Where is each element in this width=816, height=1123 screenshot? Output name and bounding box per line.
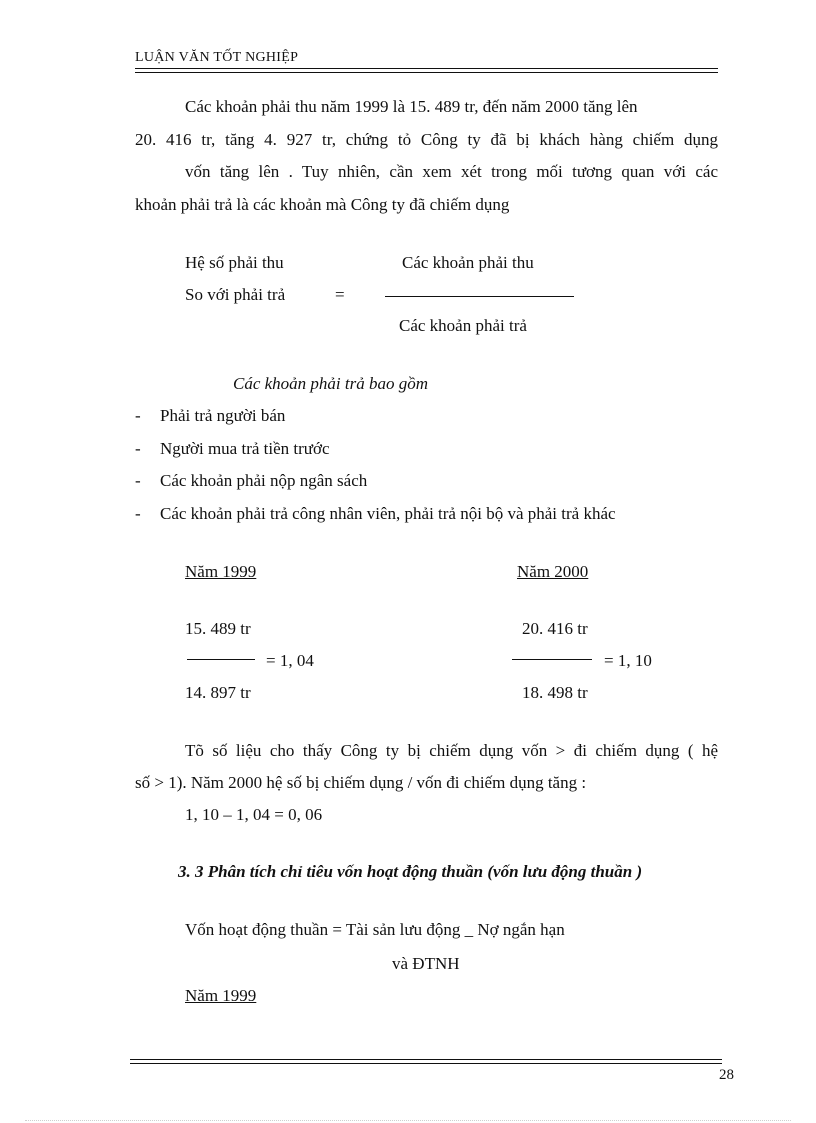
header-rule-top	[135, 68, 718, 69]
list-item: Người mua trả tiền trước	[160, 439, 330, 458]
page-number: 28	[719, 1067, 734, 1083]
ratio-difference-calc: 1, 10 – 1, 04 = 0, 06	[185, 805, 323, 824]
formula1-label-line2: So với phải trả	[185, 285, 286, 304]
paragraph1-line1: Các khoản phải thu năm 1999 là 15. 489 tr, đến năm 2000 tăng lên	[185, 97, 638, 116]
list-item: Các khoản phải nộp ngân sách	[160, 471, 368, 490]
year1999-numerator: 15. 489 tr	[185, 619, 251, 638]
paragraph1-line2: 20. 416 tr, tăng 4. 927 tr, chứng tỏ Công ty đã bị khách hàng chiếm dụng	[135, 130, 718, 149]
list-bullet: -	[135, 471, 141, 490]
year1999-denominator: 14. 897 tr	[185, 683, 251, 702]
formula2-line1: Vốn hoạt động thuần = Tài sản lưu động _ Nợ ngắn hạn	[185, 920, 565, 939]
formula1-denominator: Các khoản phải trả	[399, 316, 527, 335]
formula1-equals: =	[335, 285, 345, 304]
list-bullet: -	[135, 439, 141, 458]
list-item: Các khoản phải trả công nhân viên, phải trả nội bộ và phải trả khác	[160, 504, 616, 523]
list-bullet: -	[135, 504, 141, 523]
formula1-numerator: Các khoản phải thu	[402, 253, 534, 272]
paragraph1-line4: khoản phải trả là các khoản mà Công ty đã chiếm dụng	[135, 195, 510, 214]
list-item: Phải trả người bán	[160, 406, 286, 425]
payables-heading: Các khoản phải trả bao gồm	[233, 374, 429, 393]
footer-rule-bottom	[130, 1063, 722, 1064]
formula1-fraction-bar	[385, 296, 574, 297]
year2000-label: Năm 2000	[517, 562, 589, 581]
running-header: LUẬN VĂN TỐT NGHIỆP	[135, 50, 299, 65]
formula1-label-line1: Hệ số phải thu	[185, 253, 284, 272]
year2000-result: = 1, 10	[604, 651, 652, 670]
formula2-line2: và ĐTNH	[392, 954, 460, 973]
footer-rule-top	[130, 1059, 722, 1060]
header-rule-bottom	[135, 72, 718, 73]
year2000-numerator: 20. 416 tr	[522, 619, 588, 638]
paragraph2-line1: Tõ số liệu cho thấy Công ty bị chiếm dụng vốn > đi chiếm dụng ( hệ	[185, 741, 718, 760]
page-edge-divider	[25, 1120, 791, 1121]
section-title: 3. 3 Phân tích chỉ tiêu vốn hoạt động thuần (vốn lưu động thuần )	[178, 862, 643, 881]
list-bullet: -	[135, 406, 141, 425]
paragraph1-line3: vốn tăng lên . Tuy nhiên, cần xem xét trong mối tương quan với các	[185, 162, 718, 181]
paragraph2-line2: số > 1). Năm 2000 hệ số bị chiếm dụng / vốn đi chiếm dụng tăng :	[135, 773, 587, 792]
year1999-fraction-bar	[187, 659, 255, 660]
year2000-denominator: 18. 498 tr	[522, 683, 588, 702]
year2000-fraction-bar	[512, 659, 592, 660]
year1999-label: Năm 1999	[185, 562, 257, 581]
year1999-result: = 1, 04	[266, 651, 314, 670]
year-heading: Năm 1999	[185, 986, 257, 1005]
